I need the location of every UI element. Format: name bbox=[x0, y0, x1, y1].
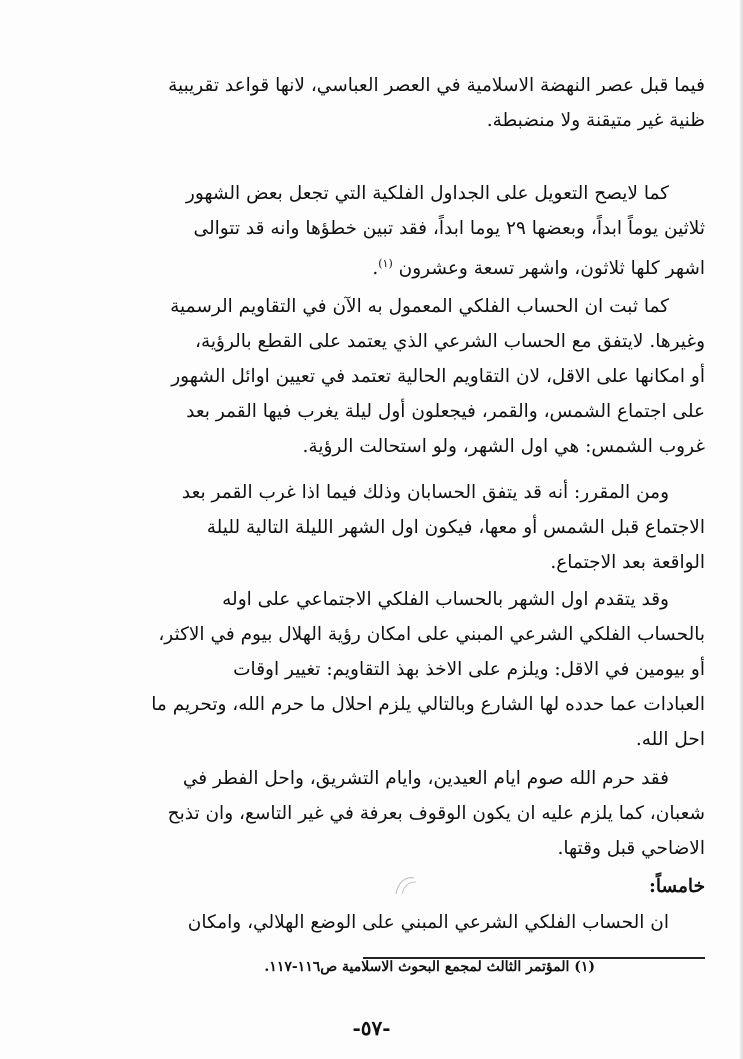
paragraph-line: أو امكانها على الاقل، لان التقاويم الحالية تعتمد في تعيين اوائل الشهور bbox=[171, 366, 705, 387]
paragraph-3 bbox=[80, 289, 705, 464]
paragraph-line: ان الحساب الفلكي الشرعي المبني على الوضع الهلالي، وامكان bbox=[187, 912, 669, 933]
paragraph-line: أو بيومين في الاقل: ويلزم على الاخذ بهذ التقاويم: تغيير اوقات bbox=[233, 659, 705, 680]
paragraph-line: ظنية غير متيقنة ولا منضبطة. bbox=[486, 110, 705, 131]
paragraph-line: فيما قبل عصر النهضة الاسلامية في العصر العباسي، لانها قواعد تقريبية bbox=[168, 75, 705, 96]
paragraph-line: على اجتماع الشمس، والقمر، فيجعلون أول ليلة يغرب فيها القمر بعد bbox=[186, 401, 705, 422]
footnote: (١) المؤتمر الثالث لمجمع البحوث الاسلامية ص١١٦-١١٧. bbox=[264, 959, 595, 975]
paragraph-line: غروب الشمس: هي اول الشهر، ولو استحالت الرؤية. bbox=[302, 436, 705, 457]
paragraph-line: الاجتماع قبل الشمس أو معها، فيكون اول الشهر الليلة التالية لليلة bbox=[206, 517, 705, 538]
section-heading-text: خامساً: bbox=[649, 876, 705, 897]
paragraph-line: الاضاحي قبل وقتها. bbox=[557, 838, 705, 859]
paragraph-4 bbox=[80, 475, 705, 580]
paragraph-line: ثلاثين يوماً ابداً، وبعضها ٢٩ يوما ابداً، فقد تبين خطؤها وانه قد تتوالى bbox=[193, 218, 705, 239]
paragraph-line: كما لايصح التعويل على الجداول الفلكية التي تجعل بعض الشهور bbox=[185, 183, 669, 204]
paragraph-line: الواقعة بعد الاجتماع. bbox=[550, 552, 705, 573]
paragraph-2 bbox=[80, 176, 705, 281]
paragraph-line: بالحساب الفلكي الشرعي المبني على امكان رؤية الهلال بيوم في الاكثر، bbox=[158, 624, 705, 645]
paragraph-5 bbox=[80, 582, 705, 757]
paragraph-line: كما ثبت ان الحساب الفلكي المعمول به الآن في التقاويم الرسمية bbox=[170, 296, 669, 317]
paragraph-line: وغيرها. لايتفق مع الحساب الشرعي الذي يعتمد على القطع بالرؤية، bbox=[194, 331, 705, 352]
paragraph-line: وقد يتقدم اول الشهر بالحساب الفلكي الاجتماعي على اوله bbox=[222, 589, 669, 610]
paragraph-line-text: اشهر كلها ثلاثون، واشهر تسعة وعشرون bbox=[398, 258, 705, 280]
paragraph-line: احل الله. bbox=[635, 729, 705, 750]
paragraph-6 bbox=[80, 761, 705, 866]
paragraph-line: فقد حرم الله صوم ايام العيدين، وايام التشريق، واحل الفطر في bbox=[182, 768, 669, 789]
paragraph-1 bbox=[80, 68, 705, 138]
paragraph-line-with-footnote: اشهر كلها ثلاثون، واشهر تسعة وعشرون $^{(١)}$. bbox=[372, 257, 705, 280]
paragraph-line: شعبان، كما يلزم عليه ان يكون الوقوف بعرفة في غير التاسع، وان تذبح bbox=[167, 803, 705, 824]
paragraph-line: ومن المقرر: أنه قد يتفق الحسابان وذلك فيما اذا غرب القمر بعد bbox=[181, 482, 669, 503]
paragraph-7 bbox=[80, 905, 705, 940]
scan-edge-shadow bbox=[739, 0, 743, 1059]
paragraph-line: العبادات عما حدده لها الشارع وبالتالي يلزم احلال ما حرم الله، وتحريم ما bbox=[151, 694, 705, 715]
pencil-mark-icon bbox=[392, 872, 422, 898]
page-number: -٥٧- bbox=[352, 1016, 391, 1040]
footnote-marker: (١) bbox=[378, 257, 393, 270]
